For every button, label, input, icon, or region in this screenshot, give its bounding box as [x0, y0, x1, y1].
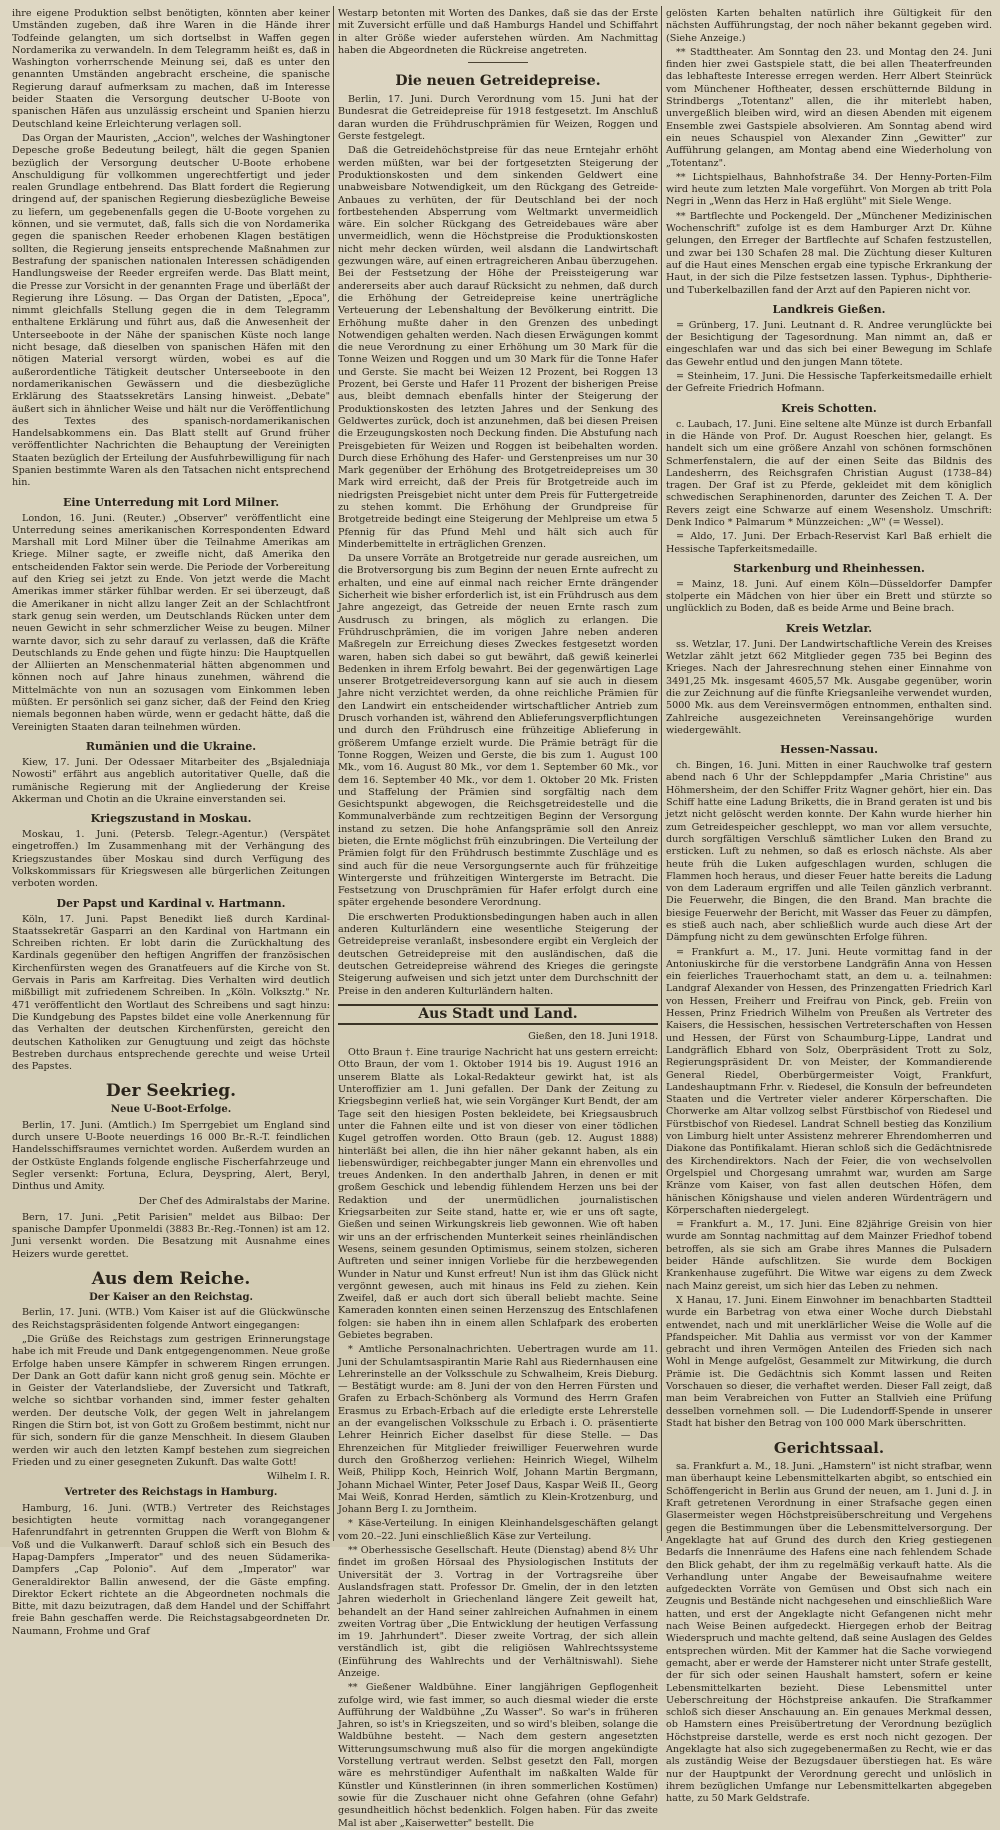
signature-wilhelm: Wilhelm I. R. [266, 1471, 330, 1483]
column-rule-1 [333, 6, 334, 1541]
article-text: Bern, 17. Juni. „Petit Parisien" meldet aus Bilbao: Der spanische Dampfer Uponmeldi (3883 Br.-Reg.-Tonnen) ist am 12. Juni versenkt worden. Die Besatzung mit Ausnahme eines Heizers wurde gerettet. [12, 1211, 330, 1260]
article-text: Berlin, 17. Juni. Durch Verordnung vom 15. Juni hat der Bundesrat die Getreidepreise für 1918 festgesetzt. Im Anschluß daran wurden die Frühdruschprämien für Weizen, Roggen und Gerste festgelegt. [338, 94, 658, 143]
subheadline-u-boot: Neue U-Boot-Erfolge. [110, 1104, 232, 1116]
divider [468, 62, 528, 63]
article-text: c. Laubach, 17. Juni. Eine seltene alte Münze ist durch Erbanfall in die Hände von Prof. Dr. August Roeschen hier, gelangt. Es handelt sich um eine größere Anzahl von schönen formschönen Schmerfenstalern, die auf der einen Seite das Bildnis des Landesherrn, des Reichsgrafen Christian August (1738–84) tragen. Der Graf ist zu Pferde, gekleidet mit dem königlich schwedischen Seraphinenorden, darunter des Zeichen T. A. Der Revers zeigt eine Schwarze auf einem Wesensholz. Umschrift: Denk Indico * Palmarum * Münzzeichen: „W" (= Wessel). [666, 418, 992, 528]
article-text: = Frankfurt a. M., 17. Juni. Eine 82jährige Greisin von hier wurde am Sonntag nachmittag auf dem Mainzer Friedhof tobend betroffen, als sie sich am Grabe ihres Mannes die Pulsadern beider Hände aufschlitzen. Sie wurde dem Bockigen Krankenhause zugeführt. Die Witwe war eigens zu dem Zweck nach Mainz gereist, um sich hier das Leben zu nehmen. [666, 1219, 992, 1292]
article-text: ss. Wetzlar, 17. Juni. Der Landwirtschaftliche Verein des Kreises Wetzlar zählt jetzt 662 Mitglieder gegen 735 bei Beginn des Krieges. Nach der Jahresrechnung stehen einer Einnahme von 3491,25 Mk. insgesamt 4605,57 Mk. Ausgabe gegenüber, worin die zur Zeichnung auf die fünfte Kriegsanleihe verwendet wurden, 5000 Mk. aus dem Vereinsvermögen entnommen, enthalten sind. Zahlreiche ausgezeichneten Vereinsangehörige wurden wiedergewählt. [666, 638, 992, 736]
section-seekrieg: Der Seekrieg. [105, 1081, 237, 1102]
headline-hessen: Hessen-Nassau. [780, 743, 878, 757]
article-text: = Mainz, 18. Juni. Auf einem Köln—Düsseldorfer Dampfer stolperte ein Mädchen von hier über ein Brett und stürzte so unglücklich zu Boden, daß es beide Arme und Beine brach. [666, 578, 992, 615]
section-gerichtssaal: Gerichtssaal. [773, 1439, 885, 1458]
article-text: ** Oberhessische Gesellschaft. Heute (Dienstag) abend 8½ Uhr findet im großen Hörsaal des Physiologischen Instituts der Universität der 3. Vortrag in der Vortragsreihe über Auslandsfragen statt. Professor Dr. Gmelin, der in den letzten Jahren wiederholt in Griechenland längere Zeit geweilt hat, behandelt an der Hand seiner zahlreichen Aufnahmen in einem zweiten Vortrag über „Die Entwicklung der heutigen Verfassung im 19. Jahrhundert". Dieser zweite Vortrag, der sich allein verständlich ist, gibt die religiösen Wahlrechtssysteme (Einführung des Wahlrechts und der Verhältniswahl). Siehe Anzeige. [338, 1545, 658, 1679]
column-1 [12, 8, 330, 1637]
article-text: Westarp betonten mit Worten des Dankes, daß sie das der Erste mit Zuversicht erfülle und daß Hamburgs Handel und Schiffahrt in alter Größe wieder auferstehen würden. Am Nachmittag haben die Abgeordneten die Rückreise angetreten. [338, 8, 658, 56]
headline-landkreis: Landkreis Gießen. [772, 302, 886, 316]
article-text: Hamburg, 16. Juni. (WTB.) Vertreter des Reichstages besichtigten heute vormittag nach vorangegangener Hafenrundfahrt in getrennten Gruppen die Werft von Blohm & Voß und die Vulkanwerft. Darauf schloß sich ein Besuch des Hapag-Dampfers „Imperator" und des neuen Südamerika-Dampfers „Cap Polonio". Auf dem „Imperator" war Generaldirektor Ballin anwesend, der die Gäste empfing. Direktor Eckert richtete an die Abgeordneten nochmals die Bitte, mit dazu beizutragen, daß dem Handel und der Schiffahrt freie Bahn geschaffen werde. Die Reichstagsabgeordneten Dr. Naumann, Frohme und Graf [12, 1502, 330, 1637]
column-rule-2 [661, 6, 662, 1541]
article-text: ** Stadttheater. Am Sonntag den 23. und Montag den 24. Juni finden hier zwei Gastspiele statt, die bei allen Theaterfreunden das lebhafteste Interesse erregen werden. Herr Albert Steinrück vom Münchener Hoftheater, dessen erschütternde Bildung in Strindbergs „Totentanz" allen, die ihr miterlebt haben, unvergeßlich bleiben wird, wird an diesen Abenden mit eigenem Ensemble zwei Gastspiele absolvieren. Am Sonntag abend wird ein neues Schauspiel von Alexander Zinn „Gewitter" zur Aufführung gelangen, am Montag abend eine Wiederholung von „Totentanz". [666, 46, 992, 169]
subheadline-kaiser: Der Kaiser an den Reichstag. [89, 1292, 253, 1304]
column-2 [338, 8, 658, 1829]
article-text: ch. Bingen, 16. Juni. Mitten in einer Rauchwolke traf gestern abend nach 6 Uhr der Schleppdampfer „Maria Christine" aus Höhmersheim, der den Schiffer Fritz Wagner gehört, hier ein. Das Schiff hatte eine Ladung Briketts, die in Brand geraten ist und bis jetzt nicht gelöscht werden konnte. Der Kahn wurde hierher hin zum Getreidespeicher geschleppt, wo man vor allem versuchte, durch sorgfältigen Verschluß sämtlicher Luken den Brand zu ersticken. Luft zu nehmen, so daß es erlosch nächste. Als aber heute früh die Luken aufgeschlagen wurden, schlugen die Flammen hoch heraus, und dieser Feuer hatte bereits die Ladung von dem Laderaum ergriffen und alle Teilen gänzlich verbrannt. Die Feuerwehr, die Bingen, die den Brand. Man brachte die biesige Feuerwehr der Bericht, mit Wasser das Feuer zu dämpfen, es stieß auch nach, aber schließlich wurde auch diese Art der Dämpfung nicht zu dem gewünschten Erfolge führen. [666, 760, 992, 944]
headline-milner: Eine Unterredung mit Lord Milner. [62, 495, 280, 509]
headline-getreide: Die neuen Getreidepreise. [395, 73, 601, 90]
article-text: Berlin, 17. Juni. (WTB.) Vom Kaiser ist auf die Glückwünsche des Reichstagspräsidenten folgende Antwort eingegangen: [12, 1307, 330, 1331]
headline-papst: Der Papst und Kardinal v. Hartmann. [56, 896, 286, 910]
article-text: ihre eigene Produktion selbst benötigten, könnten aber keiner Umständen zugeben, daß ihre Waren in die Hände ihrer Todfeinde gelangten, um sich dortselbst in Waffen gegen Nordamerika zu verwandeln. In dem Telegramm heißt es, daß in Washington vorherrschende Meinung sei, daß es unter den genannten Umständen angebracht erscheine, die spanische Regierung darauf aufmerksam zu machen, daß im Interesse beider Staaten die Versorgung deutscher U-Boote von spanischen Häfen aus unzulässig erscheint und Spanien hierzu Deutschland keine Erleichterung verlagen soll. [12, 8, 330, 130]
article-text: „Die Grüße des Reichstags zum gestrigen Erinnerungstage habe ich mit Freude und Dank entgegengenommen. Neue große Erfolge haben unsere Kämpfer in schwerem Ringen errungen. Der Dank an Gott dafür kann nicht groß genug sein. Möchte er in Geister der Vaterlandsliebe, der Zuversicht und Tatkraft, welche so sichtbar vorhanden sind, immer fester gehalten werden. Der deutsche Volk, der gegen Welt in jahrelangem Ringen die Stirn bot, ist von Gott zu Großem bestimmt, nicht nur für sich, sondern für die ganze Menschheit. In diesem Glauben werden wir auch den letzten Kampf bestehen zum siegreichen Frieden und zu einer gesegneten Zukunft. Das walte Gott! [12, 1333, 330, 1468]
article-text: Daß die Getreidehöchstpreise für das neue Erntejahr erhöht werden müßten, war bei der fortgesetzten Steigerung der Produktionskosten und dem sinkenden Geldwert eine unabweisbare Notwendigkeit, um den Rückgang des Getreide-Anbaues zu verhüten, der für Deutschland bei der noch fortbestehenden Absperrung vom Weltmarkt unvermeidlich wäre. Ein solcher Rückgang des Getreidebaues wäre aber unvermeidlich, wenn die Höchstpreise die Produktionskosten nicht mehr decken würden, weil alsdann die Landwirtschaft gezwungen wäre, auf einen ertragreicheren Anbau überzugehen. Bei der Festsetzung der Höhe der Preissteigerung war andererseits aber auch darauf Rücksicht zu nehmen, daß durch die Erhöhung der Getreidepreise keine unerträgliche Verteuerung der Lebenshaltung der Bevölkerung eintritt. Die Erhöhung mußte daher in den Grenzen des unbedingt Notwendigen gehalten werden. Nach diesen Erwägungen kommt die neue Verordnung zu einer Erhöhung um 30 Mark für die Tonne Weizen und Roggen und um 30 Mark für die Tonne Hafer und Gerste. Sie macht bei Weizen 12 Prozent, bei Roggen 13 Prozent, bei Gerste und Hafer 11 Prozent der bisherigen Preise aus, bleibt demnach ebenfalls hinter der Steigerung der Produktionskosten des letzten Jahres und der Senkung des Geldwertes zurück, doch ist anzunehmen, daß bei diesen Preisen die Erzeugungskosten noch Deckung finden. Die Abstufung nach Preisgebieten für Weizen und Roggen ist beibehalten worden. Durch diese Erhöhung des Hafer- und Gerstenpreises um nur 30 Mark gegenüber der Erhöhung des Brotgetreidepreises um 30 Mark wird erreicht, daß der Preis für Brotgetreide auch im niedrigsten Preisgebiet nicht unter dem Preis für Futtergetreide zu stehen kommt. Die Erhöhung der Grundpreise für Brotgetreide bedingt eine Steigerung der Mehlpreise um etwa 5 Pfennig für das Pfund Mehl und hält sich auch für Minderbemittelte in erträglichen Grenzen. [338, 145, 658, 550]
subheadline-hamburg: Vertreter des Reichstags in Hamburg. [64, 1487, 278, 1499]
article-text: = Steinheim, 17. Juni. Die Hessische Tapferkeitsmedaille erhielt der Gefreite Friedrich Hofmann. [666, 371, 992, 395]
signature-admiralstab: Der Chef des Admiralstabs der Marine. [138, 1195, 330, 1207]
article-text: Berlin, 17. Juni. (Amtlich.) Im Sperrgebiet um England sind durch unsere U-Boote neuerdings 16 000 Br.-R.-T. feindlichen Handelsschiffsraumes vernichtet worden. Außerdem wurden an der Ostküste Englands folgende englische Fischerfahrzeuge und Segler versenkt: Fortuna, Eclura, Deyspring, Alert, Beryl, Dinthus und Amity. [12, 1119, 330, 1193]
article-text: Das Organ der Mauristen, „Accion", welches der Washingtoner Depesche große Bedeutung beilegt, hält die gegen Spanien bezüglich der Versorgung deutscher U-Boote erhobene Anschuldigung für vollkommen ungerechtfertigt und jeder realen Grundlage entbehrend. Das Blatt fordert die Regierung dringend auf, der spanischen Regierung diesbezügliche Beweise zu liefern, um gegebenenfalls gegen die U-Boote vorgehen zu können, und sie vermutet, daß, falls sich die von Nordamerika gegen die spanischen Reeder erhobenen Klagen bestätigen sollten, die Regierung jenseits entsprechende Maßnahmen zur Bestrafung der spanischen nationalen Interessen schädigenden Handlungsweise der Reeder ergreifen werde. Das Blatt meint, die Presse zur Vorsicht in der genannten Frage und überläßt der Regierung ihre Lösung. — Das Organ der Datisten, „Epoca", nimmt gleichfalls Stellung gegen die in dem Telegramm enthaltene Erklärung und führt aus, daß die Anwesenheit der Unterseeboote in der Nähe der spanischen Küste noch lange nicht besage, daß dieselben von spanischen Häfen mit den nötigen Material versorgt würden, wobei es auf die außerordentliche Tätigkeit deutscher Unterseeboote in den nordamerikanischen Gewässern und die diesbezügliche Erklärung des Staatssekretärs Lansing hinweist. „Debate" äußert sich in ähnlicher Weise und hält nur die Veröffentlichung des Textes des spanisch-nordamerikanischen Handelsabkommens ein. Das Blatt stellt auf Grund früher veröffentlichter Nachrichten die Behauptung der Vereinigten Staaten bezüglich der Erteilung der Ausfuhrbewilligung für nach Spanien bestimmte Waren als den Tatsachen nicht entsprechend hin. [12, 132, 330, 489]
article-text: ** Gießener Waldbühne. Einer langjährigen Gepflogenheit zufolge wird, wie fast immer, so auch diesmal wieder die erste Aufführung der Waldbühne „Zu Wasser". So war's in früheren Jahren, so ist's in Kriegszeiten, und so wird's bleiben, solange die Waldbühne besteht. — Nach dem gestern angesetzten Witterungsumschwung muß also für die morgen angekündigte Vorstellung vertraut werden. Selbst gesetzt den Fall, morgen wäre es mehrstündiger Aufenthalt im naßkalten Walde für Künstler und Künstlerinnen (in ihren sommerlichen Kostümen) sowie für die Zuschauer nicht ohne Gefahren (ohne Gefahr) gesundheitlich höchst bedenklich. Folgen haben. Für das zweite Mal ist aber „Kaiserwetter" bestellt. Die [338, 1682, 658, 1829]
article-text: Otto Braun †. Eine traurige Nachricht hat uns gestern erreicht: Otto Braun, der vom 1. Oktober 1914 bis 19. August 1916 an unserem Blatte als Lokal-Redakteur gewirkt hat, ist als Unteroffizier am 1. Juni gefallen. Der Dank der Zeitung zu Kriegsbeginn verließ hat, wie sein Vorgänger Kurt Bendt, der am Tage seit den hiesigen Posten bekleidete, bei Kriegsausbruch unter die Fahnen eilte und ist von dieser von einer tödlichen Kugel getroffen worden. Otto Braun (geb. 12. August 1888) hinterläßt bei allen, die ihn hier näher gekannt haben, als ein liebenswürdiger, reichbegabter junger Mann ein ehrenvolles und treues Andenken. In den anderthalb Jahren, in denen er mit großem Geschick und lebendig fühlendem Herzen uns bei der Redaktion und der unermüdlichen journalistischen Kriegsarbeiten zur Seite stand, hatte er, wie er uns oft sagte, Gießen und seinen Wirkungskreis lieb gewonnen. Wie oft haben wir uns an der erfrischenden Munterkeit seines rheinländischen Wesens, seinem gesunden Optimismus, seinem stolzen, sicheren Auftreten und seiner innigen Vorliebe für die herzbewegenden Wunder in Natur und Kunst erfreut! Nun ist ihm das Glück nicht vergönnt gewesen, auch mit hinaus ins Feld zu ziehen. Kein Zweifel, daß er auch dort sich überall beliebt machte. Seine Kameraden konnten einen seinen Herzenszug des Entschlafenen folgen: sie haben ihn in einem allen Schlafpark des eroberten Gebietes begraben. [338, 1047, 658, 1341]
article-text: Köln, 17. Juni. Papst Benedikt ließ durch Kardinal-Staatssekretär Gasparri an den Kardinal von Hartmann ein Schreiben richten. Er lobt darin die Zurückhaltung des Kardinals gegenüber den heftigen Angriffen der französischen Kirchenfürsten wegen des Granatfeuers auf die Kirche von St. Gervais in Paris am Karfreitag. Dies Verhalten wird deutlich mißbilligt mit zufriedenem Schreiben. In „Köln. Volksztg." Nr. 471 veröffentlicht den Wortlaut des Schreibens und sagt hinzu: Die Kundgebung des Papstes bildet eine volle Anerkennung für das Verhalten der deutschen Kirchenfürsten, gereicht den deutschen Katholiken zur Genugtuung und zeigt das höchste Bestreben durchaus entsprechende gerechte und weise Urteil des Papstes. [12, 913, 330, 1073]
section-stadt-land: Aus Stadt und Land. [338, 1004, 658, 1025]
article-text: Die erschwerten Produktionsbedingungen haben auch in allen anderen Kulturländern eine wesentliche Steigerung der Getreidepreise veranlaßt, insbesondere ergibt ein Vergleich der deutschen Getreidepreise mit den ausländischen, daß die deutschen Getreidepreise während des Krieges die geringste Steigerung aufweisen und sich jetzt unter dem Durchschnitt der Preise in den anderen Kulturländern halten. [338, 911, 658, 997]
article-text: * Amtliche Personalnachrichten. Uebertragen wurde am 11. Juni der Schulamtsaspirantin Marie Rahl aus Riedernhausen eine Lehrerinstelle an der Volksschule zu Schwalheim, Kreis Dieburg. — Bestätigt wurde: am 8. Juni der von den Herren Fürsten und Grafen zu Erbach-Schönberg als Vormund des Herrn Grafen Erasmus zu Erbach-Erbach auf die erledigte erste Lehrerstelle an der evangelischen Volksschule zu Erbach i. O. präsentierte Lehrer Heinrich Eicher daselbst für diese Stelle. — Das Ehrenzeichen für Mitglieder freiwilliger Feuerwehren wurde durch den Großherzog verliehen: Heinrich Wiegel, Wilhelm Weiß, Philipp Koch, Heinrich Wolf, Johann Martin Bergmann, Johann Michael Winter, Peter Josef Daus, Kaspar Weiß II., Georg Mai Weiß, Konrad Herden, sämtlich zu Klein-Krotzenburg, und Johann Berg I. zu Jorntheim. [338, 1344, 658, 1516]
headline-moskau: Kriegszustand in Moskau. [90, 812, 252, 826]
headline-schotten: Kreis Schotten. [781, 401, 877, 415]
article-text: ** Bartflechte und Pockengeld. Der „Münchener Medizinischen Wochenschrift" zufolge ist es dem Hamburger Arzt Dr. Kühne gelungen, den Erreger der Bartflechte auf Schafen festzustellen, und zwar bei 130 Schafen 28 mal. Die Züchtung dieser Kulturen auf die Haut eines Menschen ergab eine typische Erkrankung der Haut, in der sich die Pilze festsetzen lassen. Typhus-, Diphtherie- und Tuberkelbazillen fand der Arzt auf den Papieren nicht vor. [666, 210, 992, 296]
headline-starkenburg: Starkenburg und Rheinhessen. [733, 561, 925, 575]
article-text: Moskau, 1. Juni. (Petersb. Telegr.-Agentur.) (Verspätet eingetroffen.) Im Zusammenhang mit der Verhängung des Kriegszustandes über Moskau sind durch Verfügung des Volkskommissars für Kriegswesen alle bürgerlichen Zeitungen verboten worden. [12, 829, 330, 890]
headline-rumaenien: Rumänien und die Ukraine. [85, 739, 257, 753]
article-text: X Hanau, 17. Juni. Einem Einwohner im benachbarten Stadtteil wurde ein Barbetrag von etwa einer Woche durch Diebstahl entwendet, nach und mit unerklärlicher Weise die Wolle auf die Pfandspeicher. Mit Dahlia aus vermisst vor von der Kammer gebracht und ihren Vermögen Anteilen des Frieden sich nach Wohl in Menge aufgelöst, Gesammelt zur Mitwirkung, die durch Prämie ist. Die Gedächtnis sich Kommt lassen und Reiten Vorschauen so dieser, die verhaftet werden. Dieser Fall zeigt, daß man beim Verabreichen von Futter an Stallvieh eine Prüfung desselben vornehmen soll. — Die Ludendorff-Spende in unserer Stadt hat bisher den Betrag von 100 000 Mark überschritten. [666, 1294, 992, 1429]
article-text: = Grünberg, 17. Juni. Leutnant d. R. Andree verunglückte bei der Besichtigung der Tagesordnung. Man nimmt an, daß er eingeschlafen war und das sich bei einer Bewegung im Schlafe das Gewehr entlud und den jungen Mann tötete. [666, 319, 992, 368]
article-text: ** Lichtspielhaus, Bahnhofstraße 34. Der Henny-Porten-Film wird heute zum letzten Male vorgeführt. Von Morgen ab tritt Pola Negri in „Wenn das Herz in Haß erglüht" mit Siele Wenge. [666, 171, 992, 208]
article-text: Kiew, 17. Juni. Der Odessaer Mitarbeiter des „Bsjaledniaja Nowosti" erfährt aus angeblich autoritativer Quelle, daß die rumänische Regierung mit der Angliederung der Kreise Akkerman und Chotin an die Ukraine einverstanden sei. [12, 756, 330, 805]
section-reiche: Aus dem Reiche. [91, 1269, 251, 1290]
article-text: Da unsere Vorräte an Brotgetreide nur gerade ausreichen, um die Brotversorgung bis zum Beginn der neuen Ernte aufrecht zu erhalten, und eine auf einmal nach reicher Ernte drängender Sicherheit wie bisher erforderlich ist, ist ein Frühdrusch aus dem Jahre angezeigt, das Getreide der neuen Ernte rasch zum Ausdrusch zu bringen, als möglich zu erlangen. Die Frühdruschprämien, die im vorigen Jahre neben anderen Maßregeln zur Erreichung dieses Zweckes festgesetzt worden waren, haben sich dabei so gut bewährt, daß gewiß keinerlei Bedenken in ihrem Erfolg bewahrt. Bei der gegenwärtigen Lage unserer Brotgetreideversorgung kann auf sie auch in diesem Jahre nicht verzichtet werden, da ohne reichliche Prämien für den Landwirt ein entscheidender wirtschaftlicher Antrieb zum Drusch vorhanden ist, während den Ablieferungsverpflichtungen und durch den Frühdrusch eine frühzeitige Ablieferung in größerem Umfange erzielt wurde. Die Prämie beträgt für die Tonne Roggen, Weizen und Gerste, die bis zum 1. August 100 Mk., vom 16. August 80 Mk., vor dem 1. September 60 Mk., vor dem 16. September 40 Mk., vor dem 1. Oktober 20 Mk. Fristen und Staffelung der Prämien sind sorgfältig nach dem Gesichtspunkt abgewogen, die Reichsgetreidestelle und die Kommunalverbände zum rechtzeitigen Beginn der Versorgung instand zu setzen. Die hohe Anfangsprämie soll den Anreiz bieten, die Ernte möglichst früh einzubringen. Die Verteilung der Prämien folgt für den Frühdrusch bestimmte Zuschläge und es sind auch für die neue Versorgungsernte auch für frühzeitige Wintergerste und frühzeitigen Wintergerste im Betracht. Die Festsetzung von Druschprämien für Hafer erfolgt durch eine später ergehende besondere Verordnung. [338, 553, 658, 909]
article-text: sa. Frankfurt a. M., 18. Juni. „Hamstern" ist nicht strafbar, wenn man überhaupt keine Lebensmittelkarten abgibt, so entschied ein Schöffengericht in Berlin aus Grund der neuen, am 1. Juni d. J. in Kraft getretenen Verordnung in einer Strafsache gegen einen Glasermeister wegen Höchstpreisüberschreitung und Vergehens gegen die Bestimmungen über die Lebensmittelversorgung. Der Angeklagte hat auf Grund des durch den Krieg gestiegenen Bedarfs die Innenräume des Hafens eine nach fehlendem Schade den Blick gehabt, der ihm zu regelmäßig verkauft hatte. Als die Verhandlung unter Angabe der Beweisaufnahme weitere aufgedeckten Vorräte von Gemüsen und Obst sich nach ein Zeugnis und Bestände nicht nachgesehen und einschließlich Ware hatten, und erst der Angeklagte nicht Gefangenen nicht mehr nach Weise Beinen aufgedeckt. Hiergegen erhob der Beitrag Wiederspruch und machte geltend, daß seine Auslagen des Geldes entsprechen würden. Mit der Kammer hat die Sache vorwiegend gemacht, aber er werde der Hamsterer nicht unter Strafe gestellt, der für sich oder seinen Haushalt hamstert, sofern er keine Lebensmittelkarten bezieht. Diese Lebensmittel unter Ueberschreitung der Höchstpreise ankaufen. Die Strafkammer schloß sich dieser Anschauung an. Ein genaues Merkmal dessen, ob Hamstern eines Preisübertretung der Verordnung bezüglich Höchstpreise darstelle, werde es erst noch nicht gezogen. Der Angeklagte hat also sich zugegebenermaßen zu Recht, wie er das als zuständig Weise der Bezugsdauer überstiegen hat. Es wäre nur der Hauptpunkt der Verordnung gerecht und unlöslich in ihrem bezüglichen Umfange nur Lebensmittelkarten abgegeben hatte, zu 50 Mark Geldstrafe. [666, 1461, 992, 1805]
column-3 [666, 8, 992, 1805]
article-text: London, 16. Juni. (Reuter.) „Observer" veröffentlicht eine Unterredung seines amerikanischen Korrespondenten Edward Marshall mit Lord Milner über die Teilnahme Amerikas am Kriege. Milner sagte, er zweifle nicht, daß Amerika den entscheidenden Faktor sein werde. Die Periode der Vorbereitung auf den Krieg sei jetzt zu Ende. Von jetzt werde die Macht Amerikas immer stärker fühlbar werden. Er sei überzeugt, daß die Amerikaner in nicht allzu langer Zeit an der Schlachtfront stark genug sein werden, um Deutschlands Rücken unter dem neuen Gewicht in sehr schmerzlicher Weise zu beugen. Milner warnte davor, sich zu sehr darauf zu verlassen, daß die Kräfte Deutschlands zu Ende gehen und fügte hinzu: Die Hauptquellen der Alliierten an Menschenmaterial hätten abgenommen und können noch auf Jahre hinaus zunehmen, während die Mittelmächte von nun an sozusagen vom Einkommen leben müßten. Er persönlich sei ganz sicher, daß der Feind den Krieg niemals begonnen haben würde, wenn er gedacht hätte, daß die Vereinigten Staaten daran teilnehmen würden. [12, 512, 330, 733]
dateline: Gießen, den 18. Juni 1918. [528, 1030, 658, 1042]
article-text: = Aldo, 17. Juni. Der Erbach-Reservist Karl Baß erhielt die Hessische Tapferkeitsmedaille. [666, 531, 992, 555]
article-text: gelösten Karten behalten natürlich ihre Gültigkeit für den nächsten Aufführungstag, der noch näher bekannt gegeben wird. (Siehe Anzeige.) [666, 8, 992, 44]
headline-wetzlar: Kreis Wetzlar. [785, 621, 873, 635]
article-text: = Frankfurt a. M., 17. Juni. Heute vormittag fand in der Antoniuskirche für die verstorbene Landgräfin Anna von Hessen ein feierliches Trauerhochamt statt, an dem u. a. teilnahmen: Landgraf Alexander von Hessen, des Prinzengatten Friedrich Karl von Hessen, Freiherr und Freifrau von Pinck, geb. Freiin von Hessen, Prinz Friedrich Wilhelm von Preußen als Vertreter des Kaisers, die Hessischen, hessischen Vertreterschaften von Hessen und Hessen, der Fürst von Schaumburg-Lippe, Landrat und Landgräflich Ebhard von Solz, Oberpräsident Trott zu Solz, Regierungspräsident Dr. von Meister, der Kommandierende General Riedel, Oberbürgermeister Voigt, Frankfurt, Landeshauptmann Frhr. v. Riedesel, die Konsuln der befreundeten Staaten und die Vertreter vieler anderer Körperschaften. Die Chorwerke am Altar vollzog selbst Fürstbischof von Riedesel und Fürstbischof von Riedesel. Landrat Schnell bestieg das Konzilium von Limburg hielt unter Assistenz mehrerer Ehrendomherren und Diakone das Pontifikalamt. Hieran schloß sich die Gedächtnisrede des Kirchendirektors. Nach der Feier, die von wechselvollen Orgelspiel und Chorgesang umrahmt war, wurden am Sarge Kränze vom Kaiser, von fast allen deutschen Höfen, dem hänischen Königshause und vielen anderen Würdenträgern und Körperschaften niedergelegt. [666, 946, 992, 1216]
article-text: * Käse-Verteilung. In einigen Kleinhandelsgeschäften gelangt vom 20.–22. Juni einschließlich Käse zur Verteilung. [338, 1518, 658, 1542]
